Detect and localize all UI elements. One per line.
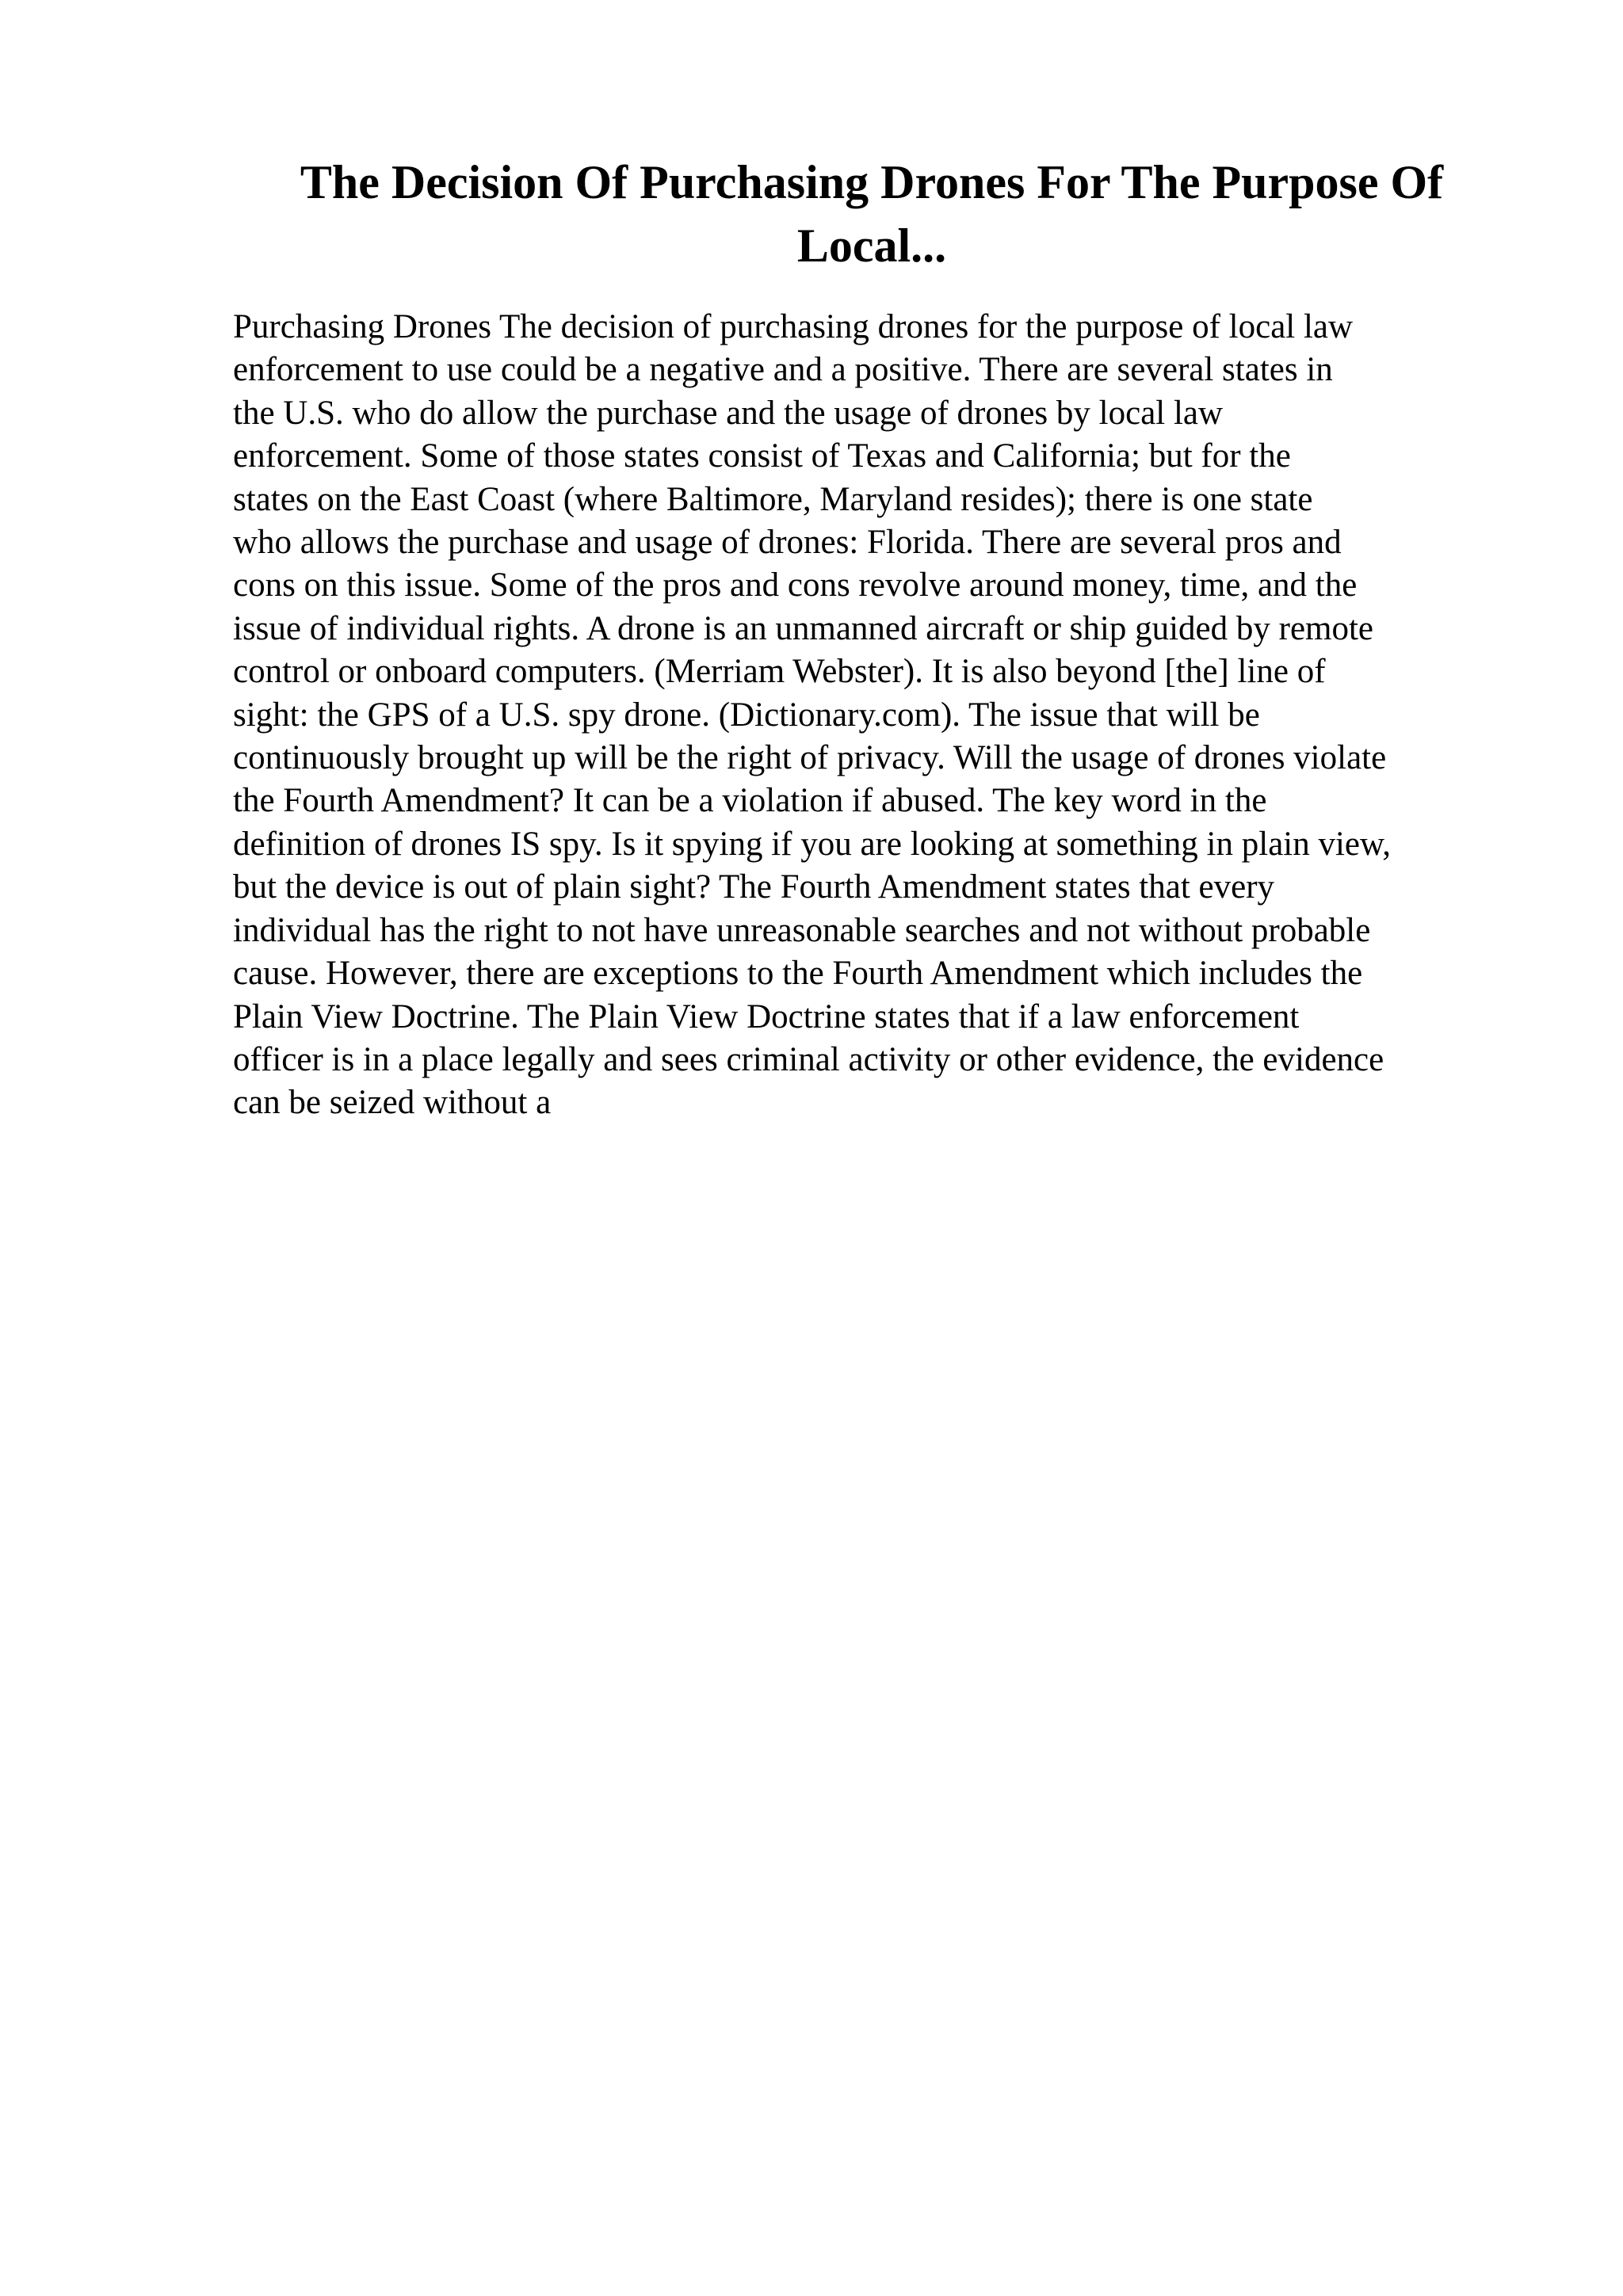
body-line: definition of drones IS spy. Is it spying if you are looking at something in plain view, <box>233 825 1392 863</box>
document-body <box>233 306 1517 1125</box>
body-line: officer is in a place legally and sees criminal activity or other evidence, the evidence <box>233 1040 1384 1078</box>
body-line: sight: the GPS of a U.S. spy drone. (Dictionary.com). The issue that will be <box>233 696 1260 734</box>
body-line: the U.S. who do allow the purchase and the usage of drones by local law <box>233 394 1224 432</box>
body-line: enforcement to use could be a negative and a positive. There are several states in <box>233 351 1333 389</box>
body-line: issue of individual rights. A drone is an unmanned aircraft or ship guided by remote <box>233 609 1374 647</box>
body-line: the Fourth Amendment? It can be a violation if abused. The key word in the <box>233 782 1267 820</box>
body-line: can be seized without a <box>233 1084 552 1122</box>
body-line: enforcement. Some of those states consist of Texas and California; but for the <box>233 437 1291 475</box>
body-line: states on the East Coast (where Baltimore, Maryland resides); there is one state <box>233 480 1313 518</box>
title-line: Local... <box>796 219 947 272</box>
body-line: who allows the purchase and usage of drones: Florida. There are several pros and <box>233 524 1342 562</box>
body-line: Plain View Doctrine. The Plain View Doctrine states that if a law enforcement <box>233 997 1300 1035</box>
body-line: cons on this issue. Some of the pros and cons revolve around money, time, and the <box>233 566 1358 605</box>
title-line: The Decision Of Purchasing Drones For The Purpose Of <box>300 156 1444 208</box>
body-line: control or onboard computers. (Merriam Webster). It is also beyond [the] line of <box>233 653 1326 691</box>
body-line: cause. However, there are exceptions to the Fourth Amendment which includes the <box>233 955 1363 993</box>
document-title <box>238 151 1506 277</box>
body-line: individual has the right to not have unreasonable searches and not without probable <box>233 911 1371 949</box>
body-line: but the device is out of plain sight? The Fourth Amendment states that every <box>233 868 1275 906</box>
body-line: Purchasing Drones The decision of purchasing drones for the purpose of local law <box>233 308 1354 345</box>
body-line: continuously brought up will be the right of privacy. Will the usage of drones violate <box>233 739 1387 777</box>
